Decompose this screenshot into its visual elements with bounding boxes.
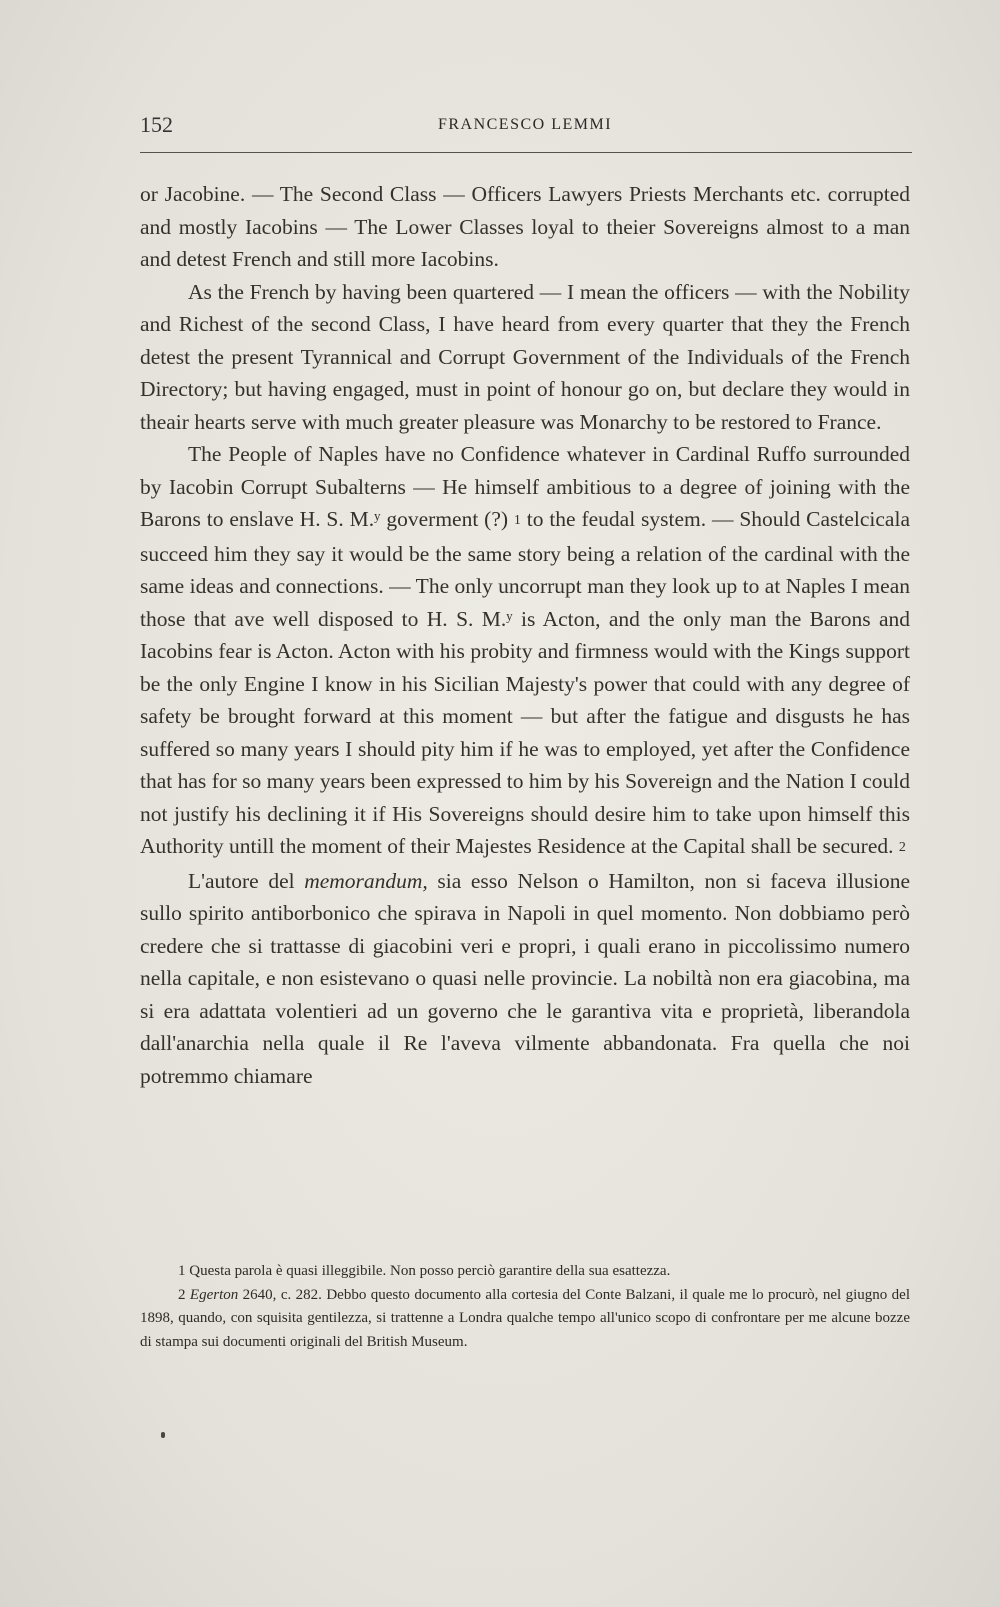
page-header [140,112,910,142]
footnote-2-number: 2 [178,1286,186,1303]
page-number: 152 [140,112,173,137]
paragraph-3 [140,438,910,865]
running-head: FRANCESCO LEMMI [437,116,613,133]
ink-speck [161,1432,165,1438]
paragraph-4-part-a: L'autore del [188,868,295,893]
paragraph-3-part-a: The People of Naples have no Confidence whatever in Cardinal Ruffo surrounded by Iacobin Corrupt Subalterns — He himself ambitious to a degree of joining with the Barons to enslave H. S. M.ʸ goverment (?) [140,442,910,531]
paragraph-4-emphasis: memorandum, [304,868,428,893]
footnote-1: 1 Questa parola è quasi illeggibile. Non posso perciò garantire della sua esattezza. [178,1263,671,1279]
paragraph-1: or Jacobine. — The Second Class — Officers Lawyers Priests Merchants etc. corrupted and mostly Iacobins — The Lower Classes loyal to theier Sovereigns almost to a man and detest French and still more Iacobins. [140,182,910,271]
header-rule [140,152,912,153]
footnote-2 [140,1284,910,1355]
paragraph-4 [140,865,910,1093]
main-text [140,178,910,1092]
footnotes [140,1260,910,1354]
footnote-2-source: Egerton [189,1286,239,1303]
paragraph-2: As the French by having been quartered — I mean the officers — with the Nobility and Richest of the second Class, I have heard from every quarter that they the French detest the present Tyrannical and Corrupt Government of the Individuals of the French Directory; but having engaged, must in point of honour go on, but declare they would in theair hearts serve with much greater pleasure was Monarchy to be restored to France. [140,279,910,434]
paragraph-4-part-b: sia esso Nelson o Hamilton, non si faceva illusione sullo spirito antiborbonico che spirava in Napoli in quel momento. Non dobbiamo però credere che si trattasse di giacobini veri e propri, i quali erano in piccolissimo numero nella capitale, e non esistevano o quasi nelle provincie. La nobiltà non era giacobina, ma si era adattata volentieri ad un governo che le garantiva vita e proprietà, liberandola dall'anarchia nella quale il Re l'aveva vilmente abbandonata. Fra quella che noi potremmo chiamare [140,868,911,1088]
footnote-ref-2: 2 [898,840,906,855]
paragraph-3-part-b: to the feudal system. — Should Castelcicala succeed him they say it would be the same story being a relation of the cardinal with the same ideas and connections. — The only uncorrupt man they look up to at Naples I mean those that ave well disposed to H. S. M.ʸ is Acton, and the only man the Barons and Iacobins fear is Acton. Acton with his probity and firmness would with the Kings support be the only Engine I know in his Sicilian Majesty's power that could with any degree of safety be brought forward at this moment — but after the fatigue and disgusts he has suffered so many years I should pity him if he was to employed, yet after the Confidence that has for so many years been expressed to him by his Sovereign and the Nation I could not justify his declining it if His Sovereigns should desire him to take upon himself this Authority untill the moment of their Majestes Residence at the Capital shall be secured. [140,507,910,858]
footnote-ref-1: 1 [513,513,521,528]
footnote-2-text: 2640, c. 282. Debbo questo documento alla cortesia del Conte Balzani, il quale me lo procurò, nel giugno del 1898, quando, con squisita gentilezza, si trattenne a Londra qualche tempo all'unico scopo di confrontare per me alcune bozze di stampa sui documenti originali del British Museum. [140,1286,910,1350]
